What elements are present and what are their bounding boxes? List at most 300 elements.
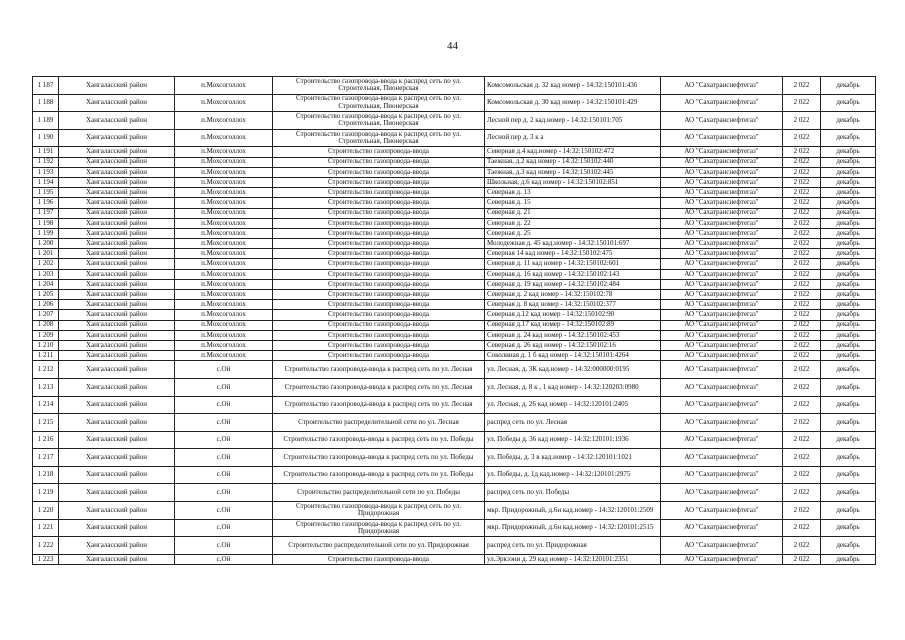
- settlement-cell: п.Мохсоголлох: [175, 94, 273, 112]
- work-description-cell: Строительство газопровода-ввода к распред сеть по ул. Лесная: [273, 378, 485, 396]
- organization-cell: АО "Сахатранснефтегаз": [661, 198, 783, 208]
- district-cell: Хангаласский район: [59, 290, 175, 300]
- row-number: 1 221: [33, 519, 59, 537]
- settlement-cell: п.Мохсоголлох: [175, 77, 273, 95]
- table-row: [33, 208, 876, 218]
- month-cell: декабрь: [821, 239, 876, 249]
- object-address-cell: Северная д. 16 кад номер - 14:32:150102:143: [485, 269, 661, 279]
- month-cell: декабрь: [821, 396, 876, 414]
- organization-cell: АО "Сахатранснефтегаз": [661, 279, 783, 289]
- row-number: 1 188: [33, 94, 59, 112]
- district-cell: Хангаласский район: [59, 167, 175, 177]
- year-cell: 2 022: [783, 157, 821, 167]
- district-cell: Хангаласский район: [59, 112, 175, 130]
- district-cell: Хангаласский район: [59, 218, 175, 228]
- row-number: 1 187: [33, 77, 59, 95]
- row-number: 1 197: [33, 208, 59, 218]
- work-description-cell: Строительство газопровода-ввода: [273, 147, 485, 157]
- settlement-cell: п.Мохсоголлох: [175, 177, 273, 187]
- year-cell: 2 022: [783, 77, 821, 95]
- organization-cell: АО "Сахатранснефтегаз": [661, 320, 783, 330]
- work-description-cell: Строительство газопровода-ввода: [273, 554, 485, 564]
- month-cell: декабрь: [821, 259, 876, 269]
- month-cell: декабрь: [821, 431, 876, 449]
- table-row: [33, 269, 876, 279]
- settlement-cell: с.Ой: [175, 449, 273, 467]
- organization-cell: АО "Сахатранснефтегаз": [661, 431, 783, 449]
- table-row: [33, 188, 876, 198]
- year-cell: 2 022: [783, 208, 821, 218]
- object-address-cell: Северная д. 2 кад номер - 14:32:150102:78: [485, 290, 661, 300]
- month-cell: декабрь: [821, 279, 876, 289]
- row-number: 1 222: [33, 537, 59, 555]
- work-description-cell: Строительство газопровода-ввода: [273, 330, 485, 340]
- row-number: 1 214: [33, 396, 59, 414]
- table-row: [33, 157, 876, 167]
- district-cell: Хангаласский район: [59, 300, 175, 310]
- district-cell: Хангаласский район: [59, 147, 175, 157]
- row-number: 1 191: [33, 147, 59, 157]
- row-number: 1 200: [33, 239, 59, 249]
- object-address-cell: распред сеть по ул. Победы: [485, 484, 661, 502]
- organization-cell: АО "Сахатранснефтегаз": [661, 378, 783, 396]
- work-description-cell: Строительство газопровода-ввода: [273, 188, 485, 198]
- settlement-cell: п.Мохсоголлох: [175, 167, 273, 177]
- object-address-cell: Северная д.17 кад номер - 14:32:150102:89: [485, 320, 661, 330]
- district-cell: Хангаласский район: [59, 449, 175, 467]
- organization-cell: АО "Сахатранснефтегаз": [661, 340, 783, 350]
- settlement-cell: п.Мохсоголлох: [175, 340, 273, 350]
- table-row: [33, 554, 876, 564]
- district-cell: Хангаласский район: [59, 378, 175, 396]
- object-address-cell: Лесной пер д. 3 к а: [485, 129, 661, 147]
- organization-cell: АО "Сахатранснефтегаз": [661, 310, 783, 320]
- settlement-cell: п.Мохсоголлох: [175, 249, 273, 259]
- year-cell: 2 022: [783, 177, 821, 187]
- settlement-cell: п.Мохсоголлох: [175, 259, 273, 269]
- table-row: [33, 259, 876, 269]
- table-row: [33, 351, 876, 361]
- table-row: [33, 129, 876, 147]
- row-number: 1 210: [33, 340, 59, 350]
- row-number: 1 211: [33, 351, 59, 361]
- row-number: 1 199: [33, 228, 59, 238]
- year-cell: 2 022: [783, 239, 821, 249]
- settlement-cell: п.Мохсоголлох: [175, 208, 273, 218]
- month-cell: декабрь: [821, 218, 876, 228]
- object-address-cell: Северная д. 13: [485, 188, 661, 198]
- object-address-cell: мкр. Придорожный, д.6н кад.номер - 14:32:120101:2509: [485, 502, 661, 520]
- month-cell: декабрь: [821, 177, 876, 187]
- row-number: 1 208: [33, 320, 59, 330]
- object-address-cell: ул. Победы, д. 3 в кад.номер - 14:32:120101:1021: [485, 449, 661, 467]
- row-number: 1 204: [33, 279, 59, 289]
- settlement-cell: с.Ой: [175, 414, 273, 432]
- settlement-cell: п.Мохсоголлох: [175, 300, 273, 310]
- organization-cell: АО "Сахатранснефтегаз": [661, 112, 783, 130]
- object-address-cell: Таежная, д.3 кад номер - 14:32:150102:445: [485, 167, 661, 177]
- district-cell: Хангаласский район: [59, 320, 175, 330]
- work-description-cell: Строительство газопровода-ввода к распред сеть по ул. Лесная: [273, 396, 485, 414]
- object-address-cell: Молодежная д. 45 кад.номер - 14:32:150101:697: [485, 239, 661, 249]
- organization-cell: АО "Сахатранснефтегаз": [661, 519, 783, 537]
- work-description-cell: Строительство газопровода-ввода: [273, 228, 485, 238]
- object-address-cell: Северная д. 15: [485, 198, 661, 208]
- object-address-cell: Комсомольская д. 30 кад номер - 14:32:150101:429: [485, 94, 661, 112]
- organization-cell: АО "Сахатранснефтегаз": [661, 249, 783, 259]
- settlement-cell: п.Мохсоголлох: [175, 112, 273, 130]
- work-description-cell: Строительство газопровода-ввода: [273, 177, 485, 187]
- settlement-cell: п.Мохсоголлох: [175, 157, 273, 167]
- work-description-cell: Строительство газопровода-ввода к распред сеть по ул. Придорожная: [273, 519, 485, 537]
- district-cell: Хангаласский район: [59, 502, 175, 520]
- organization-cell: АО "Сахатранснефтегаз": [661, 414, 783, 432]
- month-cell: декабрь: [821, 414, 876, 432]
- organization-cell: АО "Сахатранснефтегаз": [661, 554, 783, 564]
- district-cell: Хангаласский район: [59, 188, 175, 198]
- table-row: [33, 502, 876, 520]
- table-body: [33, 77, 876, 565]
- year-cell: 2 022: [783, 198, 821, 208]
- year-cell: 2 022: [783, 414, 821, 432]
- work-description-cell: Строительство газопровода-ввода: [273, 218, 485, 228]
- district-cell: Хангаласский район: [59, 340, 175, 350]
- year-cell: 2 022: [783, 290, 821, 300]
- year-cell: 2 022: [783, 361, 821, 379]
- year-cell: 2 022: [783, 320, 821, 330]
- organization-cell: АО "Сахатранснефтегаз": [661, 449, 783, 467]
- year-cell: 2 022: [783, 378, 821, 396]
- row-number: 1 217: [33, 449, 59, 467]
- settlement-cell: п.Мохсоголлох: [175, 351, 273, 361]
- district-cell: Хангаласский район: [59, 484, 175, 502]
- table-row: [33, 300, 876, 310]
- table-row: [33, 77, 876, 95]
- settlement-cell: п.Мохсоголлох: [175, 188, 273, 198]
- organization-cell: АО "Сахатранснефтегаз": [661, 396, 783, 414]
- organization-cell: АО "Сахатранснефтегаз": [661, 77, 783, 95]
- work-description-cell: Строительство распределительной сети по ул. Придорожная: [273, 537, 485, 555]
- year-cell: 2 022: [783, 396, 821, 414]
- row-number: 1 207: [33, 310, 59, 320]
- row-number: 1 190: [33, 129, 59, 147]
- settlement-cell: с.Ой: [175, 537, 273, 555]
- month-cell: декабрь: [821, 351, 876, 361]
- row-number: 1 196: [33, 198, 59, 208]
- works-table: [32, 76, 876, 565]
- work-description-cell: Строительство газопровода-ввода к распред сеть по ул. Лесная: [273, 361, 485, 379]
- table-row: [33, 167, 876, 177]
- month-cell: декабрь: [821, 537, 876, 555]
- district-cell: Хангаласский район: [59, 208, 175, 218]
- row-number: 1 218: [33, 466, 59, 484]
- table-row: [33, 519, 876, 537]
- table-row: [33, 378, 876, 396]
- object-address-cell: Северная д.4 кад.номер - 14:32:150102:472: [485, 147, 661, 157]
- month-cell: декабрь: [821, 466, 876, 484]
- year-cell: 2 022: [783, 310, 821, 320]
- row-number: 1 201: [33, 249, 59, 259]
- month-cell: декабрь: [821, 502, 876, 520]
- year-cell: 2 022: [783, 259, 821, 269]
- row-number: 1 219: [33, 484, 59, 502]
- row-number: 1 220: [33, 502, 59, 520]
- work-description-cell: Строительство газопровода-ввода к распред сеть по ул. Победы: [273, 431, 485, 449]
- settlement-cell: п.Мохсоголлох: [175, 320, 273, 330]
- year-cell: 2 022: [783, 129, 821, 147]
- table-row: [33, 279, 876, 289]
- work-description-cell: Строительство газопровода-ввода: [273, 208, 485, 218]
- organization-cell: АО "Сахатранснефтегаз": [661, 269, 783, 279]
- month-cell: декабрь: [821, 484, 876, 502]
- district-cell: Хангаласский район: [59, 351, 175, 361]
- year-cell: 2 022: [783, 502, 821, 520]
- organization-cell: АО "Сахатранснефтегаз": [661, 361, 783, 379]
- district-cell: Хангаласский район: [59, 198, 175, 208]
- organization-cell: АО "Сахатранснефтегаз": [661, 218, 783, 228]
- row-number: 1 223: [33, 554, 59, 564]
- month-cell: декабрь: [821, 361, 876, 379]
- row-number: 1 189: [33, 112, 59, 130]
- month-cell: декабрь: [821, 94, 876, 112]
- settlement-cell: п.Мохсоголлох: [175, 147, 273, 157]
- district-cell: Хангаласский район: [59, 554, 175, 564]
- table-row: [33, 537, 876, 555]
- row-number: 1 195: [33, 188, 59, 198]
- work-description-cell: Строительство газопровода-ввода: [273, 351, 485, 361]
- year-cell: 2 022: [783, 449, 821, 467]
- row-number: 1 212: [33, 361, 59, 379]
- district-cell: Хангаласский район: [59, 157, 175, 167]
- organization-cell: АО "Сахатранснефтегаз": [661, 259, 783, 269]
- work-description-cell: Строительство газопровода-ввода: [273, 279, 485, 289]
- district-cell: Хангаласский район: [59, 519, 175, 537]
- settlement-cell: п.Мохсоголлох: [175, 290, 273, 300]
- work-description-cell: Строительство газопровода-ввода: [273, 167, 485, 177]
- organization-cell: АО "Сахатранснефтегаз": [661, 208, 783, 218]
- work-description-cell: Строительство газопровода-ввода: [273, 269, 485, 279]
- row-number: 1 192: [33, 157, 59, 167]
- month-cell: декабрь: [821, 449, 876, 467]
- organization-cell: АО "Сахатранснефтегаз": [661, 300, 783, 310]
- table-row: [33, 449, 876, 467]
- district-cell: Хангаласский район: [59, 396, 175, 414]
- organization-cell: АО "Сахатранснефтегаз": [661, 466, 783, 484]
- work-description-cell: Строительство газопровода-ввода к распред сеть по ул. Победы: [273, 449, 485, 467]
- year-cell: 2 022: [783, 330, 821, 340]
- work-description-cell: Строительство распределительной сети по ул. Лесная: [273, 414, 485, 432]
- row-number: 1 216: [33, 431, 59, 449]
- object-address-cell: Северная д. 21: [485, 208, 661, 218]
- month-cell: декабрь: [821, 129, 876, 147]
- year-cell: 2 022: [783, 519, 821, 537]
- year-cell: 2 022: [783, 188, 821, 198]
- row-number: 1 198: [33, 218, 59, 228]
- organization-cell: АО "Сахатранснефтегаз": [661, 157, 783, 167]
- table-row: [33, 396, 876, 414]
- table-row: [33, 290, 876, 300]
- year-cell: 2 022: [783, 537, 821, 555]
- year-cell: 2 022: [783, 300, 821, 310]
- organization-cell: АО "Сахатранснефтегаз": [661, 167, 783, 177]
- month-cell: декабрь: [821, 554, 876, 564]
- organization-cell: АО "Сахатранснефтегаз": [661, 228, 783, 238]
- row-number: 1 209: [33, 330, 59, 340]
- year-cell: 2 022: [783, 147, 821, 157]
- organization-cell: АО "Сахатранснефтегаз": [661, 537, 783, 555]
- month-cell: декабрь: [821, 147, 876, 157]
- month-cell: декабрь: [821, 290, 876, 300]
- object-address-cell: распред сеть по ул. Лесная: [485, 414, 661, 432]
- row-number: 1 205: [33, 290, 59, 300]
- month-cell: декабрь: [821, 310, 876, 320]
- object-address-cell: ул. Лесная, д. 8 к , 1 кад номер - 14:32:120203:0980: [485, 378, 661, 396]
- settlement-cell: с.Ой: [175, 431, 273, 449]
- year-cell: 2 022: [783, 340, 821, 350]
- object-address-cell: Северная д. 19 кад номер - 14:32:150102:484: [485, 279, 661, 289]
- year-cell: 2 022: [783, 218, 821, 228]
- district-cell: Хангаласский район: [59, 239, 175, 249]
- work-description-cell: Строительство газопровода-ввода: [273, 198, 485, 208]
- table-row: [33, 320, 876, 330]
- organization-cell: АО "Сахатранснефтегаз": [661, 330, 783, 340]
- table-row: [33, 112, 876, 130]
- month-cell: декабрь: [821, 208, 876, 218]
- table-row: [33, 198, 876, 208]
- month-cell: декабрь: [821, 300, 876, 310]
- district-cell: Хангаласский район: [59, 228, 175, 238]
- district-cell: Хангаласский район: [59, 330, 175, 340]
- year-cell: 2 022: [783, 484, 821, 502]
- object-address-cell: ул. Победы, д. 1д кад.номер - 14:32:120101:2975: [485, 466, 661, 484]
- settlement-cell: п.Мохсоголлох: [175, 228, 273, 238]
- work-description-cell: Строительство газопровода-ввода: [273, 340, 485, 350]
- work-description-cell: Строительство газопровода-ввода: [273, 320, 485, 330]
- year-cell: 2 022: [783, 466, 821, 484]
- settlement-cell: п.Мохсоголлох: [175, 218, 273, 228]
- object-address-cell: Северная д. 11 кад номер - 14:32:150102:601: [485, 259, 661, 269]
- month-cell: декабрь: [821, 519, 876, 537]
- object-address-cell: Северная д. 25: [485, 228, 661, 238]
- year-cell: 2 022: [783, 112, 821, 130]
- month-cell: декабрь: [821, 330, 876, 340]
- work-description-cell: Строительство газопровода-ввода: [273, 290, 485, 300]
- settlement-cell: п.Мохсоголлох: [175, 310, 273, 320]
- month-cell: декабрь: [821, 269, 876, 279]
- table-row: [33, 249, 876, 259]
- month-cell: декабрь: [821, 112, 876, 130]
- object-address-cell: распред сеть по ул. Придорожная: [485, 537, 661, 555]
- settlement-cell: п.Мохсоголлох: [175, 330, 273, 340]
- district-cell: Хангаласский район: [59, 249, 175, 259]
- district-cell: Хангаласский район: [59, 94, 175, 112]
- object-address-cell: Северная 14 кад номер - 14:32:150102:475: [485, 249, 661, 259]
- month-cell: декабрь: [821, 77, 876, 95]
- object-address-cell: Северная д. 24 кад номер - 14:32:150102:453: [485, 330, 661, 340]
- work-description-cell: Строительство газопровода-ввода: [273, 157, 485, 167]
- table-row: [33, 94, 876, 112]
- organization-cell: АО "Сахатранснефтегаз": [661, 484, 783, 502]
- organization-cell: АО "Сахатранснефтегаз": [661, 239, 783, 249]
- district-cell: Хангаласский район: [59, 259, 175, 269]
- work-description-cell: Строительство газопровода-ввода к распред сеть по ул. Строительная, Пионерская: [273, 77, 485, 95]
- settlement-cell: с.Ой: [175, 502, 273, 520]
- district-cell: Хангаласский район: [59, 279, 175, 289]
- district-cell: Хангаласский район: [59, 466, 175, 484]
- object-address-cell: ул. Лесная, д. 26 кад номер - 14:32:120101:2405: [485, 396, 661, 414]
- organization-cell: АО "Сахатранснефтегаз": [661, 177, 783, 187]
- object-address-cell: Северная д.12 кад номер - 14:32:150102:90: [485, 310, 661, 320]
- settlement-cell: п.Мохсоголлох: [175, 198, 273, 208]
- year-cell: 2 022: [783, 269, 821, 279]
- month-cell: декабрь: [821, 320, 876, 330]
- work-description-cell: Строительство газопровода-ввода к распред сеть по ул. Придорожная: [273, 502, 485, 520]
- work-description-cell: Строительство газопровода-ввода: [273, 239, 485, 249]
- object-address-cell: ул.Эркээни д. 29 кад номер - 14:32:120101:2351: [485, 554, 661, 564]
- year-cell: 2 022: [783, 167, 821, 177]
- row-number: 1 213: [33, 378, 59, 396]
- object-address-cell: мкр. Придорожный, д.6н кад.номер - 14:32:120101:2515: [485, 519, 661, 537]
- year-cell: 2 022: [783, 94, 821, 112]
- organization-cell: АО "Сахатранснефтегаз": [661, 147, 783, 157]
- work-description-cell: Строительство газопровода-ввода: [273, 259, 485, 269]
- settlement-cell: с.Ой: [175, 361, 273, 379]
- settlement-cell: п.Мохсоголлох: [175, 239, 273, 249]
- table-row: [33, 218, 876, 228]
- year-cell: 2 022: [783, 351, 821, 361]
- year-cell: 2 022: [783, 249, 821, 259]
- object-address-cell: Школьная, д.6 кад номер - 14:32:150102:851: [485, 177, 661, 187]
- object-address-cell: Лесной пер д. 2 кад.номер - 14:32:150101:705: [485, 112, 661, 130]
- table-row: [33, 431, 876, 449]
- row-number: 1 203: [33, 269, 59, 279]
- object-address-cell: Комсомольская д. 32 кад номер - 14:32:150101:436: [485, 77, 661, 95]
- table-row: [33, 466, 876, 484]
- year-cell: 2 022: [783, 279, 821, 289]
- table-row: [33, 177, 876, 187]
- table-row: [33, 340, 876, 350]
- month-cell: декабрь: [821, 157, 876, 167]
- table-row: [33, 228, 876, 238]
- object-address-cell: Северная д. 26 кад номер - 14:32:150102:16: [485, 340, 661, 350]
- work-description-cell: Строительство распределительной сети по ул. Победы: [273, 484, 485, 502]
- settlement-cell: с.Ой: [175, 554, 273, 564]
- work-description-cell: Строительство газопровода-ввода к распред сеть по ул. Победы: [273, 466, 485, 484]
- month-cell: декабрь: [821, 167, 876, 177]
- month-cell: декабрь: [821, 188, 876, 198]
- organization-cell: АО "Сахатранснефтегаз": [661, 351, 783, 361]
- work-description-cell: Строительство газопровода-ввода: [273, 310, 485, 320]
- month-cell: декабрь: [821, 249, 876, 259]
- month-cell: декабрь: [821, 198, 876, 208]
- page-number: 44: [447, 40, 458, 52]
- organization-cell: АО "Сахатранснефтегаз": [661, 188, 783, 198]
- settlement-cell: с.Ой: [175, 396, 273, 414]
- month-cell: декабрь: [821, 228, 876, 238]
- row-number: 1 215: [33, 414, 59, 432]
- row-number: 1 194: [33, 177, 59, 187]
- district-cell: Хангаласский район: [59, 537, 175, 555]
- table-row: [33, 330, 876, 340]
- settlement-cell: с.Ой: [175, 519, 273, 537]
- work-description-cell: Строительство газопровода-ввода к распред сеть по ул. Строительная, Пионерская: [273, 94, 485, 112]
- table-row: [33, 147, 876, 157]
- organization-cell: АО "Сахатранснефтегаз": [661, 290, 783, 300]
- settlement-cell: с.Ой: [175, 466, 273, 484]
- object-address-cell: ул. Победы д. 36 кад номер - 14:32:120101:1936: [485, 431, 661, 449]
- row-number: 1 206: [33, 300, 59, 310]
- settlement-cell: с.Ой: [175, 378, 273, 396]
